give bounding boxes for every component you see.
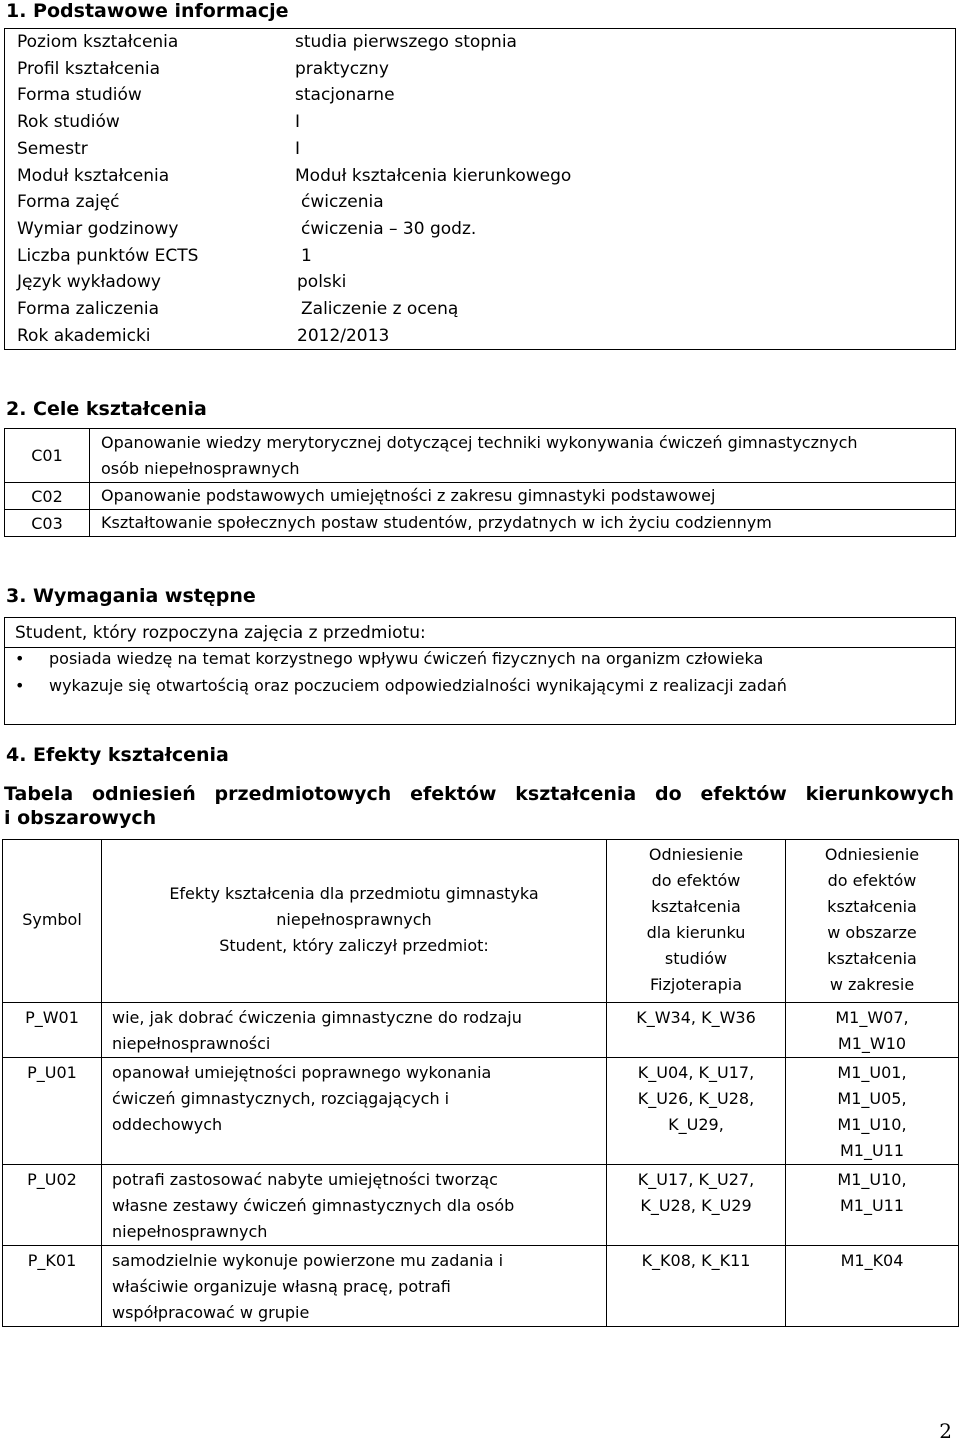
info-label: Forma zaliczenia xyxy=(17,299,160,319)
table-row xyxy=(3,1246,959,1327)
prerequisites-lead: Student, który rozpoczyna zajęcia z przedmiotu: xyxy=(15,623,426,643)
outcome-area-line: M1_U05, xyxy=(837,1089,907,1108)
section4-heading: 4. Efekty kształcenia xyxy=(6,744,229,766)
info-label: Poziom kształcenia xyxy=(17,32,179,52)
goal-row xyxy=(5,483,956,510)
table-title-line2: i obszarowych xyxy=(4,807,157,829)
info-label: Moduł kształcenia xyxy=(17,165,170,186)
learning-outcomes-table xyxy=(2,839,959,1327)
bullet-icon: • xyxy=(15,649,25,668)
outcome-ref xyxy=(607,1058,786,1165)
goals-table xyxy=(4,428,956,537)
outcome-effect-line: niepełnosprawnych xyxy=(112,1222,268,1241)
section3-heading: 3. Wymagania wstępne xyxy=(6,585,256,607)
header-line: Student, który zaliczył przedmiot: xyxy=(219,936,489,955)
outcome-area xyxy=(786,1246,959,1327)
outcome-area xyxy=(786,1003,959,1058)
header-ref xyxy=(607,840,786,1003)
outcome-effect-line: własne zestawy ćwiczeń gimnastycznych dla osób xyxy=(112,1196,515,1215)
info-value: 2012/2013 xyxy=(297,325,390,346)
goal-line: Opanowanie podstawowych umiejętności z zakresu gimnastyki podstawowej xyxy=(101,486,716,505)
header-line: kształcenia xyxy=(827,897,917,916)
info-value: Moduł kształcenia kierunkowego xyxy=(295,165,572,186)
header-line: kształcenia xyxy=(651,897,741,916)
outcome-effect xyxy=(102,1003,607,1058)
header-line: studiów xyxy=(664,949,728,968)
outcome-area-line: M1_W10 xyxy=(837,1034,907,1053)
basic-info-box xyxy=(4,28,956,350)
goal-code: C01 xyxy=(5,429,90,483)
goal-code: C03 xyxy=(5,510,90,537)
outcome-area-line: M1_U11 xyxy=(839,1141,905,1160)
outcome-ref xyxy=(607,1165,786,1246)
info-label: Profil kształcenia xyxy=(17,58,161,79)
goal-line: Opanowanie wiedzy merytorycznej dotyczącej techniki wykonywania ćwiczeń gimnastycznych xyxy=(101,432,858,452)
header-line: Odniesienie xyxy=(648,845,744,864)
outcome-area-line: M1_U01, xyxy=(837,1063,907,1082)
outcome-area xyxy=(786,1165,959,1246)
outcome-area-line: M1_W07, xyxy=(835,1008,909,1027)
info-value: praktyczny xyxy=(295,58,389,79)
table-row xyxy=(3,1003,959,1058)
outcome-ref-line: K_U29, xyxy=(668,1115,724,1134)
outcome-effect-line: potrafi zastosować nabyte umiejętności tworząc xyxy=(112,1170,498,1189)
goal-line: Kształtowanie społecznych postaw studentów, przydatnych w ich życiu codziennym xyxy=(101,513,772,532)
outcome-ref-line: K_K08, K_K11 xyxy=(641,1251,751,1270)
outcome-ref-line: K_U26, K_U28, xyxy=(637,1089,755,1108)
outcome-ref-line: K_W34, K_W36 xyxy=(636,1008,756,1027)
table-title-line1: Tabela odniesień przedmiotowych efektów kształcenia do efektów kierunkowych xyxy=(4,783,954,805)
table-row xyxy=(3,1058,959,1165)
outcome-symbol: P_K01 xyxy=(3,1246,102,1327)
section2-heading: 2. Cele kształcenia xyxy=(6,398,207,420)
info-label: Rok akademicki xyxy=(17,325,151,346)
outcome-effect-line: współpracować w grupie xyxy=(112,1303,310,1322)
info-value: stacjonarne xyxy=(295,85,395,106)
header-line: Odniesienie xyxy=(824,845,920,864)
info-value: 1 xyxy=(301,245,312,266)
outcome-effect xyxy=(102,1165,607,1246)
outcome-effect-line: samodzielnie wykonuje powierzone mu zadania i xyxy=(112,1251,504,1270)
header-line: kształcenia xyxy=(827,949,917,968)
prerequisite-item: wykazuje się otwartością oraz poczuciem odpowiedzialności wynikającymi z realizacji zadań xyxy=(49,676,787,695)
info-label: Wymiar godzinowy xyxy=(17,218,179,239)
outcome-area-line: M1_U10, xyxy=(837,1170,907,1189)
header-line: Fizjoterapia xyxy=(649,975,743,994)
goal-code: C02 xyxy=(5,483,90,510)
header-line: do efektów xyxy=(827,871,917,890)
info-label: Liczba punktów ECTS xyxy=(17,245,199,266)
outcome-ref-line: K_U04, K_U17, xyxy=(637,1063,755,1082)
goal-row xyxy=(5,510,956,537)
outcome-effect-line: oddechowych xyxy=(112,1115,223,1134)
outcome-ref-line: K_U17, K_U27, xyxy=(637,1170,755,1189)
prerequisite-item: posiada wiedzę na temat korzystnego wpływu ćwiczeń fizycznych na organizm człowieka xyxy=(49,649,764,668)
bullet-icon: • xyxy=(15,676,25,695)
section1-heading: 1. Podstawowe informacje xyxy=(6,0,289,22)
header-line: do efektów xyxy=(651,871,741,890)
outcome-effect-line: niepełnosprawności xyxy=(112,1034,271,1053)
info-label: Język wykładowy xyxy=(17,272,161,293)
outcome-effect-line: wie, jak dobrać ćwiczenia gimnastyczne do rodzaju xyxy=(112,1008,522,1027)
page-number: 2 xyxy=(939,1419,952,1443)
header-line: w zakresie xyxy=(829,975,915,994)
outcome-effect-line: ćwiczeń gimnastycznych, rozciągających i xyxy=(112,1089,450,1108)
goal-row xyxy=(5,429,956,483)
header-area xyxy=(786,840,959,1003)
outcome-symbol: P_U02 xyxy=(3,1165,102,1246)
table-header-row xyxy=(3,840,959,1003)
outcome-ref xyxy=(607,1246,786,1327)
header-effects xyxy=(102,840,607,1003)
outcome-ref-line: K_U28, K_U29 xyxy=(640,1196,752,1215)
goal-line: osób niepełnosprawnych xyxy=(101,458,300,478)
outcome-effect xyxy=(102,1058,607,1165)
header-line: Efekty kształcenia dla przedmiotu gimnastyka xyxy=(169,884,539,903)
outcome-effect xyxy=(102,1246,607,1327)
outcome-symbol: P_U01 xyxy=(3,1058,102,1165)
goal-description xyxy=(90,429,956,483)
goal-description xyxy=(90,510,956,537)
header-line: niepełnosprawnych xyxy=(276,910,432,929)
prerequisites-box xyxy=(4,617,956,725)
info-value: Zaliczenie z oceną xyxy=(301,299,459,319)
header-line: w obszarze xyxy=(827,923,917,942)
info-value: polski xyxy=(297,272,347,293)
outcome-ref xyxy=(607,1003,786,1058)
info-label: Rok studiów xyxy=(17,112,120,133)
outcome-symbol: P_W01 xyxy=(3,1003,102,1058)
outcome-area-line: M1_K04 xyxy=(840,1251,904,1270)
outcome-area xyxy=(786,1058,959,1165)
info-label: Forma zajęć xyxy=(17,192,120,213)
table-row xyxy=(3,1165,959,1246)
info-label: Forma studiów xyxy=(17,85,142,106)
info-label: Semestr xyxy=(17,138,88,159)
outcome-area-line: M1_U11 xyxy=(839,1196,905,1215)
outcome-effect-line: opanował umiejętności poprawnego wykonania xyxy=(112,1063,492,1082)
info-value: ćwiczenia – 30 godz. xyxy=(301,218,477,239)
info-value: I xyxy=(295,138,301,159)
goal-description xyxy=(90,483,956,510)
outcome-effect-line: właściwie organizuje własną pracę, potrafi xyxy=(112,1277,451,1296)
header-line: dla kierunku xyxy=(646,923,746,942)
outcome-area-line: M1_U10, xyxy=(837,1115,907,1134)
info-value: studia pierwszego stopnia xyxy=(295,32,517,52)
header-symbol: Symbol xyxy=(3,840,102,1003)
info-value: ćwiczenia xyxy=(301,192,384,213)
info-value: I xyxy=(295,112,301,133)
